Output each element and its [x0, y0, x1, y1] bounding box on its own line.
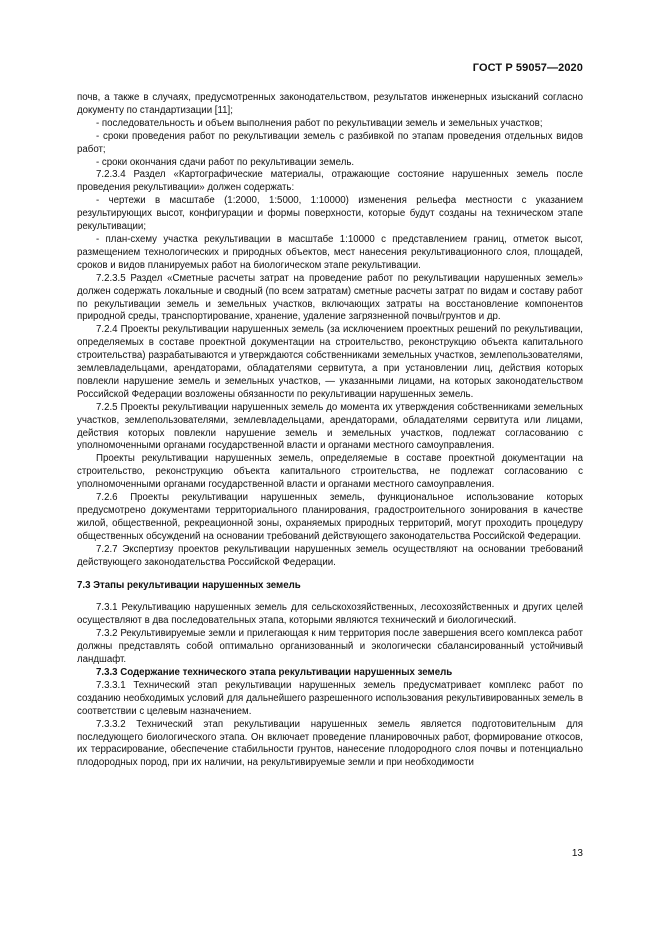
list-item: - чертежи в масштабе (1:2000, 1:5000, 1:10000) изменения рельефа местности с указанием результирующих высот, конфигурации и формы поверхности, которые будут созданы на техническом этапе рекультивации;: [77, 195, 583, 233]
paragraph: 7.3.3.1 Технический этап рекультивации нарушенных земель предусматривает комплекс работ по созданию необходимых условий для дальнейшего разрешенного использования рекультивированных земель в соответствии с целевым назначением.: [77, 679, 583, 717]
paragraph: 7.2.3.4 Раздел «Картографические материалы, отражающие состояние нарушенных земель после проведения рекультивации» должен содержать:: [77, 169, 583, 194]
section-heading: 7.3 Этапы рекультивации нарушенных земель: [77, 579, 301, 591]
paragraph: 7.3.2 Рекультивируемые земли и прилегающая к ним территория после завершения всего комплекса работ должны представлять собой оптимально организованный и экологически сбалансированный устойчивый ландшафт.: [77, 628, 583, 666]
list-item: - последовательность и объем выполнения работ по рекультивации земель и земельных участков;: [96, 117, 543, 129]
paragraph: 7.2.4 Проекты рекультивации нарушенных земель (за исключением проектных решений по рекультивации, определяемых в составе проектной документации на строительство, реконструкцию объекта капитального строительства) разрабатываются и утверждаются собственниками земельных участков, землепользователями, землевладельцами, арендаторами, обладателями сервитута, а при установлении лиц, действия которых повлекли нарушение земель и земельных участков, — указанными лицами, на которых законодательством Российской Федерации возложены обязанности по рекультивации нарушенных земель.: [77, 324, 583, 400]
paragraph: Проекты рекультивации нарушенных земель, определяемые в составе проектной документации на строительство, реконструкцию объекта капитального строительства, не подлежат согласованию с уполномоченными органами государственной власти и органами местного самоуправления.: [77, 453, 583, 491]
paragraph: 7.2.5 Проекты рекультивации нарушенных земель до момента их утверждения собственниками земельных участков, землепользователями, землевладельцами, арендаторами, обладателями сервитута или лицами, действия которых повлекли нарушение земель и земельных участков, подлежат согласованию с уполномоченными органами государственной власти и органами местного самоуправления.: [77, 401, 583, 452]
paragraph: 7.3.1 Рекультивацию нарушенных земель для сельскохозяйственных, лесохозяйственных и других целей осуществляют в два последовательных этапа, которыми являются технический и биологический.: [77, 602, 583, 627]
page-number: 13: [571, 848, 583, 859]
paragraph: 7.2.3.5 Раздел «Сметные расчеты затрат на проведение работ по рекультивации нарушенных земель» должен содержать локальные и сводный (по всем затратам) сметные расчеты затрат по видам и составу работ по рекультивации земель и земельных участков, включающих затраты на восстановление компонентов природной среды, транспортирование, хранение, удаление загрязненной почвы/грунтов и др.: [77, 272, 583, 323]
document-body: [77, 92, 583, 770]
subsection-heading: 7.3.3 Содержание технического этапа рекультивации нарушенных земель: [96, 666, 453, 678]
paragraph: 7.2.7 Экспертизу проектов рекультивации нарушенных земель осуществляют на основании требований действующего законодательства Российской Федерации.: [77, 543, 583, 568]
list-item: - сроки проведения работ по рекультивации земель с разбивкой по этапам проведения отдельных видов работ;: [77, 130, 583, 155]
paragraph: 7.2.6 Проекты рекультивации нарушенных земель, функциональное использование которых предусмотрено документами территориального планирования, градостроительного зонирования в качестве жилой, общественной, рекреационной зоны, охраняемых природных территорий, могут проходить процедуру общественных обсуждений на основании требований действующего законодательства Российской Федерации.: [77, 492, 583, 542]
list-item: - план-схему участка рекультивации в масштабе 1:10000 с представлением границ, отметок высот, размещением технологических и природных объектов, мест нанесения рекультивационного слоя, площадей, сроков и видов планируемых работ на биологическом этапе рекультивации.: [77, 233, 583, 271]
document-id-header: ГОСТ Р 59057—2020: [472, 62, 583, 74]
paragraph: почв, а также в случаях, предусмотренных законодательством, результатов инженерных изысканий согласно документу по стандартизации [11];: [77, 92, 583, 116]
list-item: - сроки окончания сдачи работ по рекультивации земель.: [96, 156, 355, 168]
paragraph: 7.3.3.2 Технический этап рекультивации нарушенных земель является подготовительным для последующего биологического этапа. Он включает проведение планировочных работ, формирование откосов, их террасирование, обеспечение стабильности грунтов, нанесение плодородного слоя почвы и потенциально плодородных пород, при их наличии, на рекультивируемые земли и при необходимости: [77, 718, 583, 769]
